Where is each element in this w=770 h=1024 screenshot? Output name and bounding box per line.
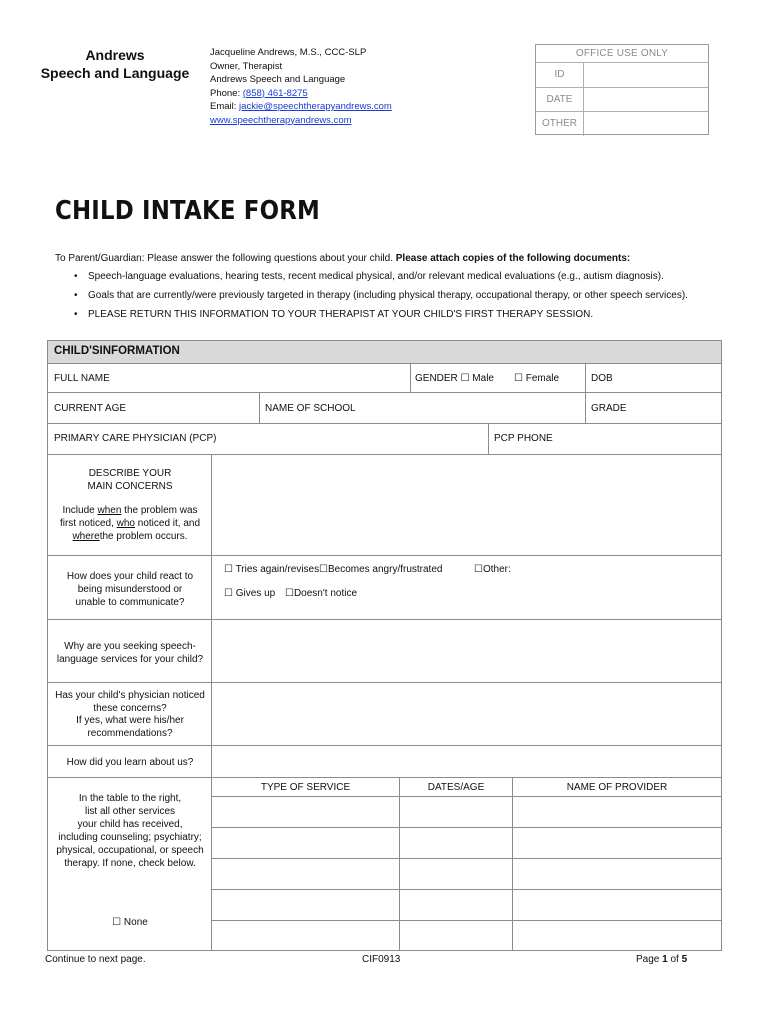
footer-page-number: Page 1 of 5 — [636, 954, 688, 965]
concerns-answer-field[interactable] — [214, 457, 719, 552]
concerns-note-line: first noticed, who noticed it, and — [59, 518, 201, 529]
pcp-phone-label: PCP PHONE — [494, 433, 553, 444]
angry-checkbox[interactable]: ☐Becomes angry/frustrated — [319, 564, 443, 575]
gender-female-checkbox[interactable]: ☐ Female — [514, 373, 560, 384]
practice-brand — [30, 46, 200, 82]
office-use-value-field[interactable] — [584, 88, 708, 112]
pcp-phone-field[interactable] — [555, 426, 718, 451]
service-dates-header: DATES/AGE — [427, 782, 485, 793]
concerns-note-line: wherethe problem occurs. — [72, 531, 188, 542]
learn-question: How did you learn about us? — [66, 757, 194, 768]
services-question: In the table to the right, list all other services your child has received, including counseling; psychiatry; physical, occupational, or speech therapy. If none, check below. — [56, 793, 204, 869]
grade-field[interactable] — [630, 395, 718, 420]
service-table-row[interactable] — [213, 860, 720, 888]
list-item: • Goals that are currently/were previously targeted in therapy (including physical therapy, occupational therapy, or other speech services). — [74, 289, 734, 308]
contact-block — [210, 46, 392, 127]
document-list — [74, 270, 734, 327]
footer-form-code: CIF0913 — [362, 954, 401, 965]
therapist-name: Jacqueline Andrews, M.S., CCC-SLP — [210, 47, 367, 58]
website-line — [210, 114, 392, 128]
phone-link[interactable]: (858) 461-8275 — [242, 87, 308, 99]
therapist-role: Owner, Therapist — [210, 60, 283, 72]
gender-male-checkbox[interactable]: GENDER ☐ Male — [415, 373, 494, 384]
why-question: Why are you seeking speech- language services for your child? — [56, 641, 204, 665]
company-name: Andrews Speech and Language — [210, 74, 346, 85]
school-label: NAME OF SCHOOL — [265, 403, 356, 414]
none-checkbox[interactable]: ☐ None — [112, 917, 148, 928]
service-type-header: TYPE OF SERVICE — [260, 782, 351, 793]
service-provider-header: NAME OF PROVIDER — [566, 782, 668, 793]
current-age-label: CURRENT AGE — [54, 403, 127, 414]
office-use-row-date — [536, 88, 708, 113]
dob-label: DOB — [591, 373, 613, 384]
react-question: How does your child react to being misunderstood or unable to communicate? — [66, 571, 194, 608]
grade-label: GRADE — [591, 403, 627, 414]
office-use-value-field[interactable] — [584, 63, 708, 87]
brand-line-1: Andrews — [85, 47, 145, 63]
concerns-title-line: DESCRIBE YOUR — [88, 468, 172, 479]
full-name-field[interactable] — [120, 365, 405, 390]
tries-again-checkbox[interactable]: ☐ Tries again/revises — [224, 564, 320, 575]
form-title: CHILD INTAKE FORM — [55, 196, 320, 226]
pcp-field[interactable] — [215, 426, 483, 451]
learn-answer-field[interactable] — [214, 748, 719, 775]
intro-plain: To Parent/Guardian: Please answer the following questions about your child. — [55, 253, 396, 264]
phone-label: Phone: — [210, 87, 243, 99]
service-table-row[interactable] — [213, 922, 720, 950]
office-use-row-id — [536, 63, 708, 88]
doesnt-notice-checkbox[interactable]: ☐Doesn't notice — [285, 588, 358, 599]
office-use-row-other — [536, 112, 708, 136]
school-field[interactable] — [355, 395, 580, 420]
dob-field[interactable] — [620, 365, 718, 390]
office-use-value-field[interactable] — [584, 112, 708, 136]
intro-text — [55, 252, 735, 265]
intro-bold: Please attach copies of the following documents: — [395, 253, 631, 264]
office-use-label: ID — [536, 63, 584, 87]
phone-line — [210, 87, 392, 101]
service-table-row[interactable] — [213, 891, 720, 919]
list-item: • Speech-language evaluations, hearing tests, recent medical physical, and/or relevant medical evaluations (e.g., autism diagnosis). — [74, 270, 734, 289]
current-age-field[interactable] — [130, 395, 255, 420]
email-line — [210, 100, 392, 114]
section-title: CHILD'SINFORMATION — [54, 345, 180, 357]
office-use-label: DATE — [536, 88, 584, 112]
email-link[interactable]: jackie@speechtherapyandrews.com — [239, 101, 392, 112]
other-checkbox[interactable]: ☐Other: — [474, 564, 511, 575]
why-answer-field[interactable] — [214, 622, 719, 680]
physician-question: Has your child's physician noticed these concerns? If yes, what were his/her recommendations? — [55, 690, 205, 739]
concerns-title-line: MAIN CONCERNS — [87, 481, 173, 492]
office-use-box — [535, 44, 709, 135]
brand-line-2: Speech and Language — [40, 65, 190, 81]
concerns-note-line: Include when the problem was — [62, 505, 198, 516]
office-use-label: OTHER — [536, 112, 584, 136]
website-link[interactable]: www.speechtherapyandrews.com — [210, 114, 352, 126]
full-name-label: FULL NAME — [54, 373, 110, 384]
service-table-row[interactable] — [213, 829, 720, 857]
list-item: • PLEASE RETURN THIS INFORMATION TO YOUR THERAPIST AT YOUR CHILD'S FIRST THERAPY SESSION. — [74, 308, 734, 327]
concerns-question — [50, 467, 210, 543]
footer-continue: Continue to next page. — [45, 954, 146, 965]
pcp-label: PRIMARY CARE PHYSICIAN (PCP) — [54, 433, 217, 444]
office-use-title: OFFICE USE ONLY — [536, 45, 708, 63]
gives-up-checkbox[interactable]: ☐ Gives up — [224, 588, 276, 599]
email-label: Email: — [210, 101, 240, 112]
service-table-row[interactable] — [213, 798, 720, 826]
physician-answer-field[interactable] — [214, 685, 719, 743]
